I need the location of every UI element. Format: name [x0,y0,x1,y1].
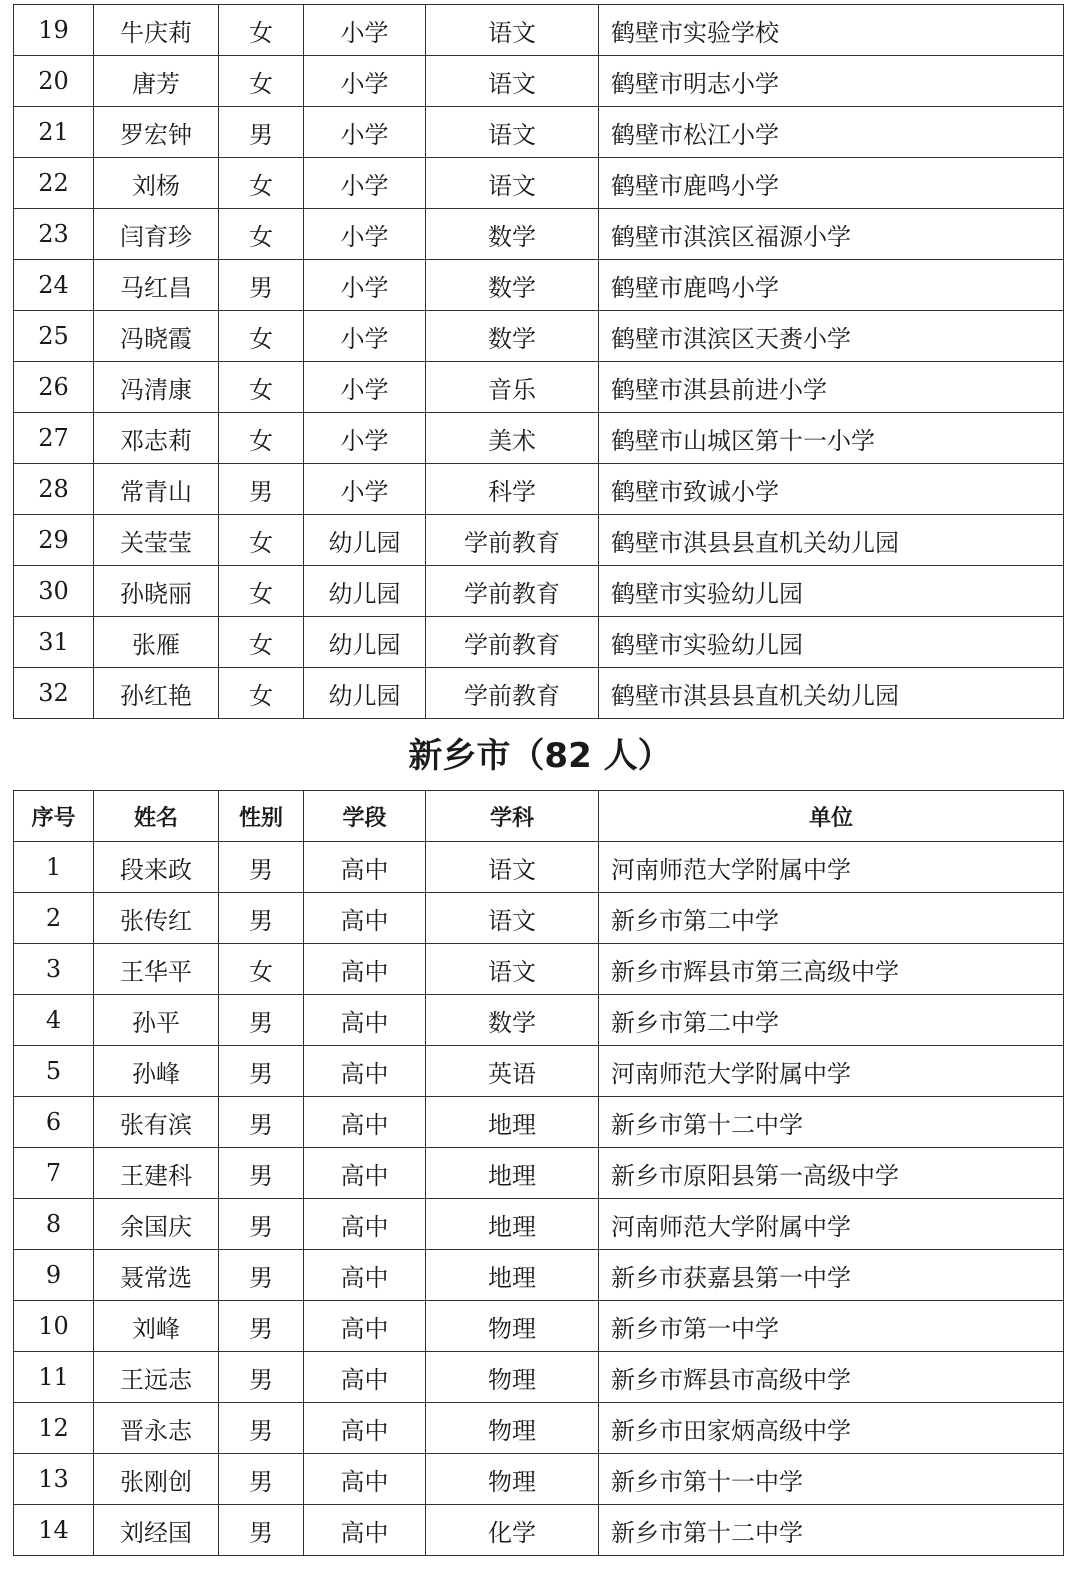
cell-stage: 高中 [304,893,426,944]
cell-gender: 女 [219,668,304,719]
cell-stage: 幼儿园 [304,515,426,566]
cell-index: 13 [14,1454,94,1505]
cell-gender: 男 [219,1505,304,1556]
cell-gender: 男 [219,1250,304,1301]
cell-subject: 学前教育 [426,515,599,566]
cell-index: 31 [14,617,94,668]
cell-index: 20 [14,56,94,107]
cell-index: 28 [14,464,94,515]
cell-stage: 高中 [304,1046,426,1097]
cell-unit: 鹤壁市淇县县直机关幼儿园 [599,668,1064,719]
cell-name: 刘经国 [94,1505,219,1556]
header-unit: 单位 [599,791,1064,842]
cell-index: 21 [14,107,94,158]
cell-stage: 小学 [304,56,426,107]
table-row [14,1505,1064,1556]
cell-unit: 新乡市第十二中学 [599,1505,1064,1556]
table-row [14,107,1064,158]
header-index: 序号 [14,791,94,842]
cell-gender: 女 [219,566,304,617]
cell-unit: 鹤壁市淇滨区福源小学 [599,209,1064,260]
cell-stage: 高中 [304,1352,426,1403]
cell-name: 张雁 [94,617,219,668]
table-row [14,566,1064,617]
cell-subject: 地理 [426,1250,599,1301]
table-row [14,158,1064,209]
cell-name: 冯清康 [94,362,219,413]
cell-unit: 鹤壁市松江小学 [599,107,1064,158]
cell-unit: 河南师范大学附属中学 [599,1199,1064,1250]
table-row [14,413,1064,464]
cell-subject: 数学 [426,260,599,311]
cell-stage: 高中 [304,944,426,995]
cell-subject: 语文 [426,944,599,995]
cell-unit: 新乡市田家炳高级中学 [599,1403,1064,1454]
cell-gender: 男 [219,1046,304,1097]
roster-table-hebi [13,4,1064,719]
cell-unit: 鹤壁市实验幼儿园 [599,617,1064,668]
table-row [14,1454,1064,1505]
cell-name: 冯晓霞 [94,311,219,362]
cell-subject: 数学 [426,311,599,362]
cell-stage: 幼儿园 [304,617,426,668]
cell-unit: 新乡市原阳县第一高级中学 [599,1148,1064,1199]
cell-gender: 女 [219,209,304,260]
cell-stage: 高中 [304,1199,426,1250]
roster-table-xinxiang [13,790,1064,1556]
cell-name: 刘峰 [94,1301,219,1352]
cell-name: 常青山 [94,464,219,515]
cell-subject: 学前教育 [426,668,599,719]
table-header-row [14,791,1064,842]
cell-gender: 男 [219,1352,304,1403]
cell-index: 9 [14,1250,94,1301]
cell-index: 25 [14,311,94,362]
header-subject: 学科 [426,791,599,842]
cell-name: 晋永志 [94,1403,219,1454]
cell-unit: 鹤壁市山城区第十一小学 [599,413,1064,464]
table-row [14,1403,1064,1454]
cell-gender: 女 [219,158,304,209]
cell-stage: 小学 [304,209,426,260]
cell-gender: 男 [219,1097,304,1148]
table-row [14,209,1064,260]
cell-name: 王建科 [94,1148,219,1199]
cell-unit: 新乡市第十一中学 [599,1454,1064,1505]
cell-stage: 高中 [304,995,426,1046]
table-row [14,5,1064,56]
cell-subject: 学前教育 [426,617,599,668]
cell-stage: 高中 [304,1301,426,1352]
cell-gender: 男 [219,1148,304,1199]
table-row [14,464,1064,515]
cell-stage: 高中 [304,1148,426,1199]
cell-index: 14 [14,1505,94,1556]
cell-unit: 鹤壁市明志小学 [599,56,1064,107]
cell-name: 闫育珍 [94,209,219,260]
cell-subject: 数学 [426,209,599,260]
cell-unit: 鹤壁市淇县县直机关幼儿园 [599,515,1064,566]
table-row [14,56,1064,107]
table-row [14,617,1064,668]
cell-subject: 物理 [426,1352,599,1403]
cell-gender: 女 [219,413,304,464]
cell-subject: 语文 [426,158,599,209]
table-row [14,944,1064,995]
cell-name: 余国庆 [94,1199,219,1250]
cell-index: 11 [14,1352,94,1403]
cell-stage: 小学 [304,362,426,413]
cell-stage: 高中 [304,1250,426,1301]
cell-index: 4 [14,995,94,1046]
cell-unit: 鹤壁市实验幼儿园 [599,566,1064,617]
cell-subject: 物理 [426,1301,599,1352]
cell-gender: 男 [219,1301,304,1352]
cell-unit: 鹤壁市淇县前进小学 [599,362,1064,413]
cell-gender: 男 [219,893,304,944]
cell-unit: 河南师范大学附属中学 [599,1046,1064,1097]
cell-stage: 高中 [304,1097,426,1148]
cell-stage: 小学 [304,158,426,209]
cell-index: 7 [14,1148,94,1199]
cell-gender: 男 [219,1199,304,1250]
header-stage: 学段 [304,791,426,842]
table-row [14,362,1064,413]
cell-unit: 新乡市辉县市高级中学 [599,1352,1064,1403]
cell-stage: 小学 [304,413,426,464]
cell-unit: 河南师范大学附属中学 [599,842,1064,893]
cell-gender: 男 [219,260,304,311]
cell-name: 张传红 [94,893,219,944]
cell-name: 牛庆莉 [94,5,219,56]
roster-table-xinxiang-body [14,842,1064,1556]
cell-index: 26 [14,362,94,413]
cell-gender: 女 [219,944,304,995]
cell-unit: 新乡市辉县市第三高级中学 [599,944,1064,995]
cell-name: 关莹莹 [94,515,219,566]
cell-gender: 女 [219,362,304,413]
cell-gender: 男 [219,842,304,893]
cell-unit: 新乡市获嘉县第一中学 [599,1250,1064,1301]
cell-name: 张刚创 [94,1454,219,1505]
cell-stage: 小学 [304,5,426,56]
cell-name: 孙晓丽 [94,566,219,617]
cell-unit: 鹤壁市致诚小学 [599,464,1064,515]
table-row [14,1097,1064,1148]
cell-gender: 男 [219,1454,304,1505]
cell-index: 3 [14,944,94,995]
cell-name: 张有滨 [94,1097,219,1148]
cell-index: 12 [14,1403,94,1454]
cell-index: 29 [14,515,94,566]
cell-name: 孙峰 [94,1046,219,1097]
cell-subject: 美术 [426,413,599,464]
table-row [14,515,1064,566]
cell-name: 罗宏钟 [94,107,219,158]
cell-name: 聂常选 [94,1250,219,1301]
cell-unit: 鹤壁市淇滨区天赉小学 [599,311,1064,362]
cell-subject: 语文 [426,56,599,107]
header-name: 姓名 [94,791,219,842]
cell-unit: 鹤壁市实验学校 [599,5,1064,56]
cell-index: 1 [14,842,94,893]
cell-gender: 女 [219,515,304,566]
cell-stage: 小学 [304,464,426,515]
cell-subject: 语文 [426,842,599,893]
cell-stage: 小学 [304,107,426,158]
table-row [14,311,1064,362]
cell-index: 8 [14,1199,94,1250]
cell-index: 32 [14,668,94,719]
cell-unit: 新乡市第二中学 [599,893,1064,944]
cell-index: 22 [14,158,94,209]
table-row [14,1046,1064,1097]
table-row [14,1199,1064,1250]
table-row [14,893,1064,944]
table-row [14,260,1064,311]
cell-stage: 幼儿园 [304,668,426,719]
cell-gender: 女 [219,5,304,56]
table-row [14,668,1064,719]
cell-index: 2 [14,893,94,944]
cell-gender: 男 [219,995,304,1046]
cell-gender: 男 [219,107,304,158]
cell-unit: 鹤壁市鹿鸣小学 [599,260,1064,311]
cell-stage: 高中 [304,1505,426,1556]
cell-name: 王华平 [94,944,219,995]
cell-index: 23 [14,209,94,260]
cell-stage: 小学 [304,311,426,362]
cell-name: 王远志 [94,1352,219,1403]
section-title-xinxiang: 新乡市（82 人） [408,736,672,776]
cell-subject: 音乐 [426,362,599,413]
cell-subject: 语文 [426,5,599,56]
header-gender: 性别 [219,791,304,842]
cell-subject: 数学 [426,995,599,1046]
cell-index: 5 [14,1046,94,1097]
cell-index: 30 [14,566,94,617]
cell-gender: 女 [219,311,304,362]
cell-name: 邓志莉 [94,413,219,464]
cell-stage: 高中 [304,842,426,893]
cell-stage: 高中 [304,1403,426,1454]
cell-subject: 物理 [426,1454,599,1505]
cell-unit: 新乡市第二中学 [599,995,1064,1046]
cell-stage: 小学 [304,260,426,311]
cell-name: 孙平 [94,995,219,1046]
cell-index: 27 [14,413,94,464]
table-row [14,1250,1064,1301]
cell-name: 唐芳 [94,56,219,107]
cell-gender: 女 [219,56,304,107]
cell-subject: 英语 [426,1046,599,1097]
cell-subject: 化学 [426,1505,599,1556]
cell-index: 10 [14,1301,94,1352]
cell-index: 19 [14,5,94,56]
cell-gender: 女 [219,617,304,668]
cell-index: 24 [14,260,94,311]
cell-subject: 学前教育 [426,566,599,617]
cell-name: 马红昌 [94,260,219,311]
cell-gender: 男 [219,464,304,515]
roster-table-hebi-body [14,5,1064,719]
cell-unit: 鹤壁市鹿鸣小学 [599,158,1064,209]
cell-unit: 新乡市第十二中学 [599,1097,1064,1148]
cell-name: 段来政 [94,842,219,893]
table-row [14,1148,1064,1199]
cell-subject: 语文 [426,893,599,944]
table-row [14,995,1064,1046]
table-row [14,1352,1064,1403]
cell-subject: 地理 [426,1097,599,1148]
cell-stage: 高中 [304,1454,426,1505]
cell-name: 孙红艳 [94,668,219,719]
cell-name: 刘杨 [94,158,219,209]
cell-subject: 地理 [426,1148,599,1199]
cell-stage: 幼儿园 [304,566,426,617]
cell-subject: 地理 [426,1199,599,1250]
cell-subject: 科学 [426,464,599,515]
table-row [14,1301,1064,1352]
cell-gender: 男 [219,1403,304,1454]
cell-subject: 物理 [426,1403,599,1454]
cell-unit: 新乡市第一中学 [599,1301,1064,1352]
cell-subject: 语文 [426,107,599,158]
table-row [14,842,1064,893]
cell-index: 6 [14,1097,94,1148]
